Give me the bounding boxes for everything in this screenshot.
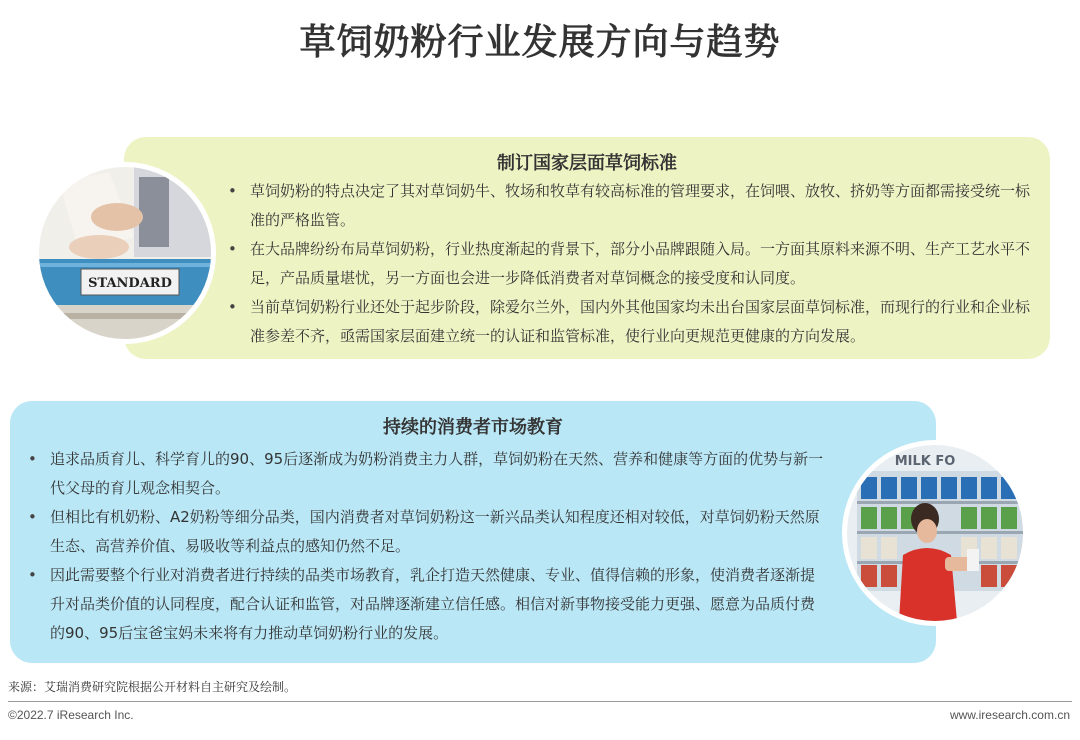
education-bullet-list (28, 445, 828, 648)
copyright-text: ©2022.7 iResearch Inc. (8, 708, 134, 722)
website-link[interactable]: www.iresearch.com.cn (949, 708, 1070, 722)
bullet-icon: • (228, 298, 237, 316)
milk-shelf-photo (842, 440, 1028, 626)
source-note: 来源：艾瑞消费研究院根据公开材料自主研究及绘制。 (8, 680, 297, 694)
education-panel-heading: 持续的消费者市场教育 (383, 417, 563, 438)
bullet-icon: • (28, 566, 37, 584)
list-item (28, 503, 828, 561)
list-item (228, 235, 1038, 293)
bullet-text: 追求品质育儿、科学育儿的90、95后逐渐成为奶粉消费主力人群，草饲奶粉在天然、营养和健康等方面的优势与新一代父母的育儿观念相契合。 (50, 450, 824, 497)
list-item (228, 293, 1038, 351)
bullet-icon: • (228, 240, 237, 258)
standard-label-text: STANDARD (88, 276, 172, 291)
standard-folder-photo (34, 162, 216, 344)
standard-panel (124, 137, 1050, 359)
bullet-icon: • (28, 450, 37, 468)
footer-divider (8, 701, 1072, 702)
milk-shelf-illustration (847, 445, 1023, 621)
shop-sign-text: MILK FO (894, 454, 956, 469)
bullet-icon: • (228, 182, 237, 200)
standard-bullet-list (228, 177, 1038, 351)
bullet-text: 当前草饲奶粉行业还处于起步阶段，除爱尔兰外，国内外其他国家均未出台国家层面草饲标准，而现行的行业和企业标准参差不齐，亟需国家层面建立统一的认证和监管标准，使行业向更规范更健康的方向发展。 (250, 298, 1031, 345)
bullet-text: 但相比有机奶粉、A2奶粉等细分品类，国内消费者对草饲奶粉这一新兴品类认知程度还相对较低，对草饲奶粉天然原生态、高营养价值、易吸收等利益点的感知仍然不足。 (50, 508, 820, 555)
list-item (28, 445, 828, 503)
bullet-text: 在大品牌纷纷布局草饲奶粉，行业热度渐起的背景下，部分小品牌跟随入局。一方面其原料来源不明、生产工艺水平不足，产品质量堪忧，另一方面也会进一步降低消费者对草饲概念的接受度和认同度。 (250, 240, 1031, 287)
list-item (28, 561, 828, 648)
education-panel (10, 401, 936, 663)
standard-folder-illustration (39, 167, 211, 339)
bullet-text: 因此需要整个行业对消费者进行持续的品类市场教育，乳企打造天然健康、专业、值得信赖的形象，使消费者逐渐提升对品类价值的认同程度，配合认证和监管，对品牌逐渐建立信任感。相信对新事物接受能力更强、愿意为品质付费的90、95后宝爸宝妈未来将有力推动草饲奶粉行业的发展。 (50, 566, 816, 642)
list-item (228, 177, 1038, 235)
bullet-icon: • (28, 508, 37, 526)
page-title: 草饲奶粉行业发展方向与趋势 (299, 22, 781, 63)
bullet-text: 草饲奶粉的特点决定了其对草饲奶牛、牧场和牧草有较高标准的管理要求，在饲喂、放牧、挤奶等方面都需接受统一标准的严格监管。 (250, 182, 1031, 229)
standard-panel-heading: 制订国家层面草饲标准 (497, 153, 677, 174)
